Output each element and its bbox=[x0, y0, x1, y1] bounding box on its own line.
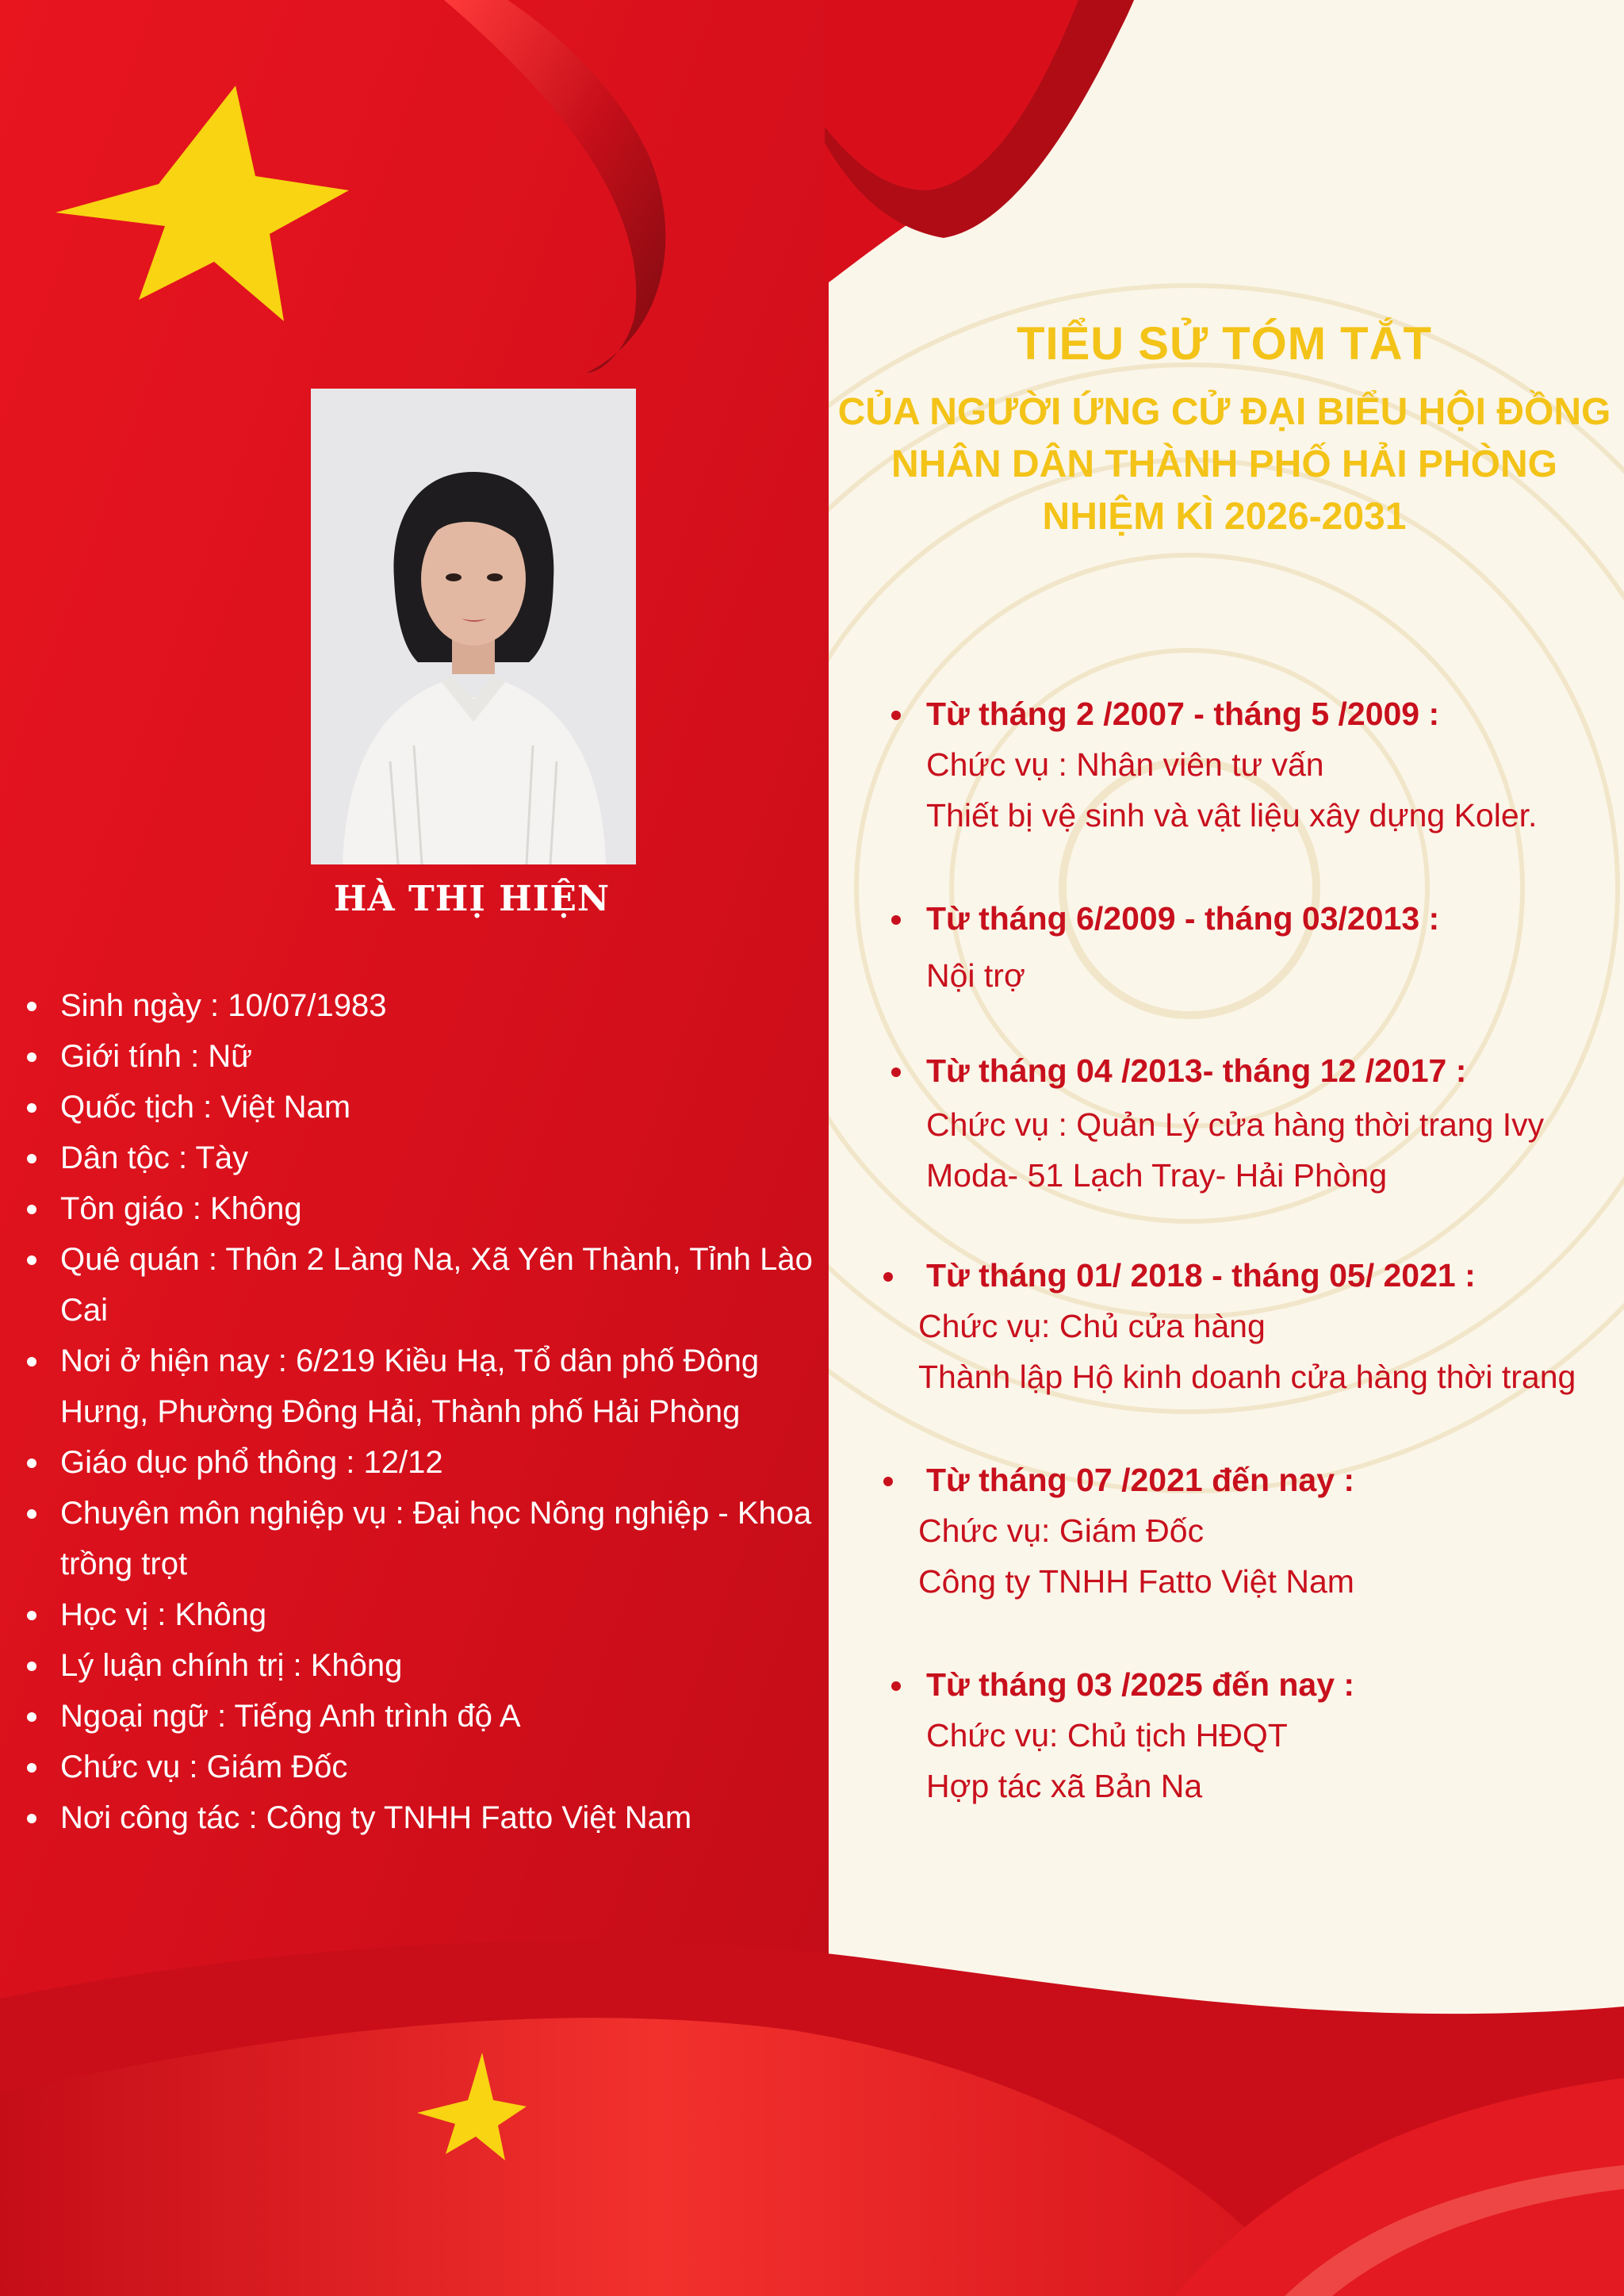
career-detail: Chức vụ : Quản Lý cửa hàng thời trang Ivy bbox=[926, 1106, 1545, 1143]
career-detail: Chức vụ : Nhân viên tư vấn bbox=[926, 746, 1324, 783]
career-period: Từ tháng 03 /2025 đến nay : bbox=[926, 1666, 1355, 1703]
career-period: Từ tháng 01/ 2018 - tháng 05/ 2021 : bbox=[926, 1257, 1476, 1294]
subtitle-line: NHIỆM KÌ 2026-2031 bbox=[1042, 496, 1407, 538]
personal-info-item: Giới tính : Nữ bbox=[22, 1031, 823, 1082]
career-detail: Công ty TNHH Fatto Việt Nam bbox=[918, 1563, 1354, 1600]
page-title: TIỂU SỬ TÓM TẮT bbox=[1017, 318, 1432, 370]
subtitle-line: CỦA NGƯỜI ỨNG CỬ ĐẠI BIỂU HỘI ĐỒNG bbox=[837, 391, 1611, 433]
page-subtitle bbox=[825, 386, 1624, 543]
career-item bbox=[877, 1455, 1607, 1607]
career-item bbox=[885, 688, 1614, 841]
personal-info-item: Lý luận chính trị : Không bbox=[22, 1640, 823, 1691]
personal-info-item: Chức vụ : Giám Đốc bbox=[22, 1742, 823, 1792]
portrait-icon bbox=[311, 389, 636, 864]
career-detail: Chức vụ: Chủ tịch HĐQT bbox=[926, 1717, 1288, 1754]
career-entry bbox=[885, 1659, 1614, 1811]
career-entry bbox=[885, 893, 1614, 1001]
personal-info-item: Nơi ở hiện nay : 6/219 Kiều Hạ, Tổ dân phố Đông Hưng, Phường Đông Hải, Thành phố Hải Phòng bbox=[22, 1336, 823, 1437]
career-entry bbox=[885, 1045, 1614, 1201]
subtitle-line: NHÂN DÂN THÀNH PHỐ HẢI PHÒNG bbox=[891, 443, 1557, 485]
candidate-name: HÀ THỊ HIỆN bbox=[333, 879, 611, 919]
career-item bbox=[877, 1250, 1622, 1402]
career-detail: Chức vụ: Giám Đốc bbox=[918, 1512, 1205, 1549]
career-entry bbox=[885, 688, 1614, 841]
personal-info-list bbox=[22, 980, 823, 1843]
career-period: Từ tháng 07 /2021 đến nay : bbox=[926, 1462, 1355, 1498]
career-period: Từ tháng 04 /2013- tháng 12 /2017 : bbox=[926, 1052, 1467, 1089]
career-detail: Nội trợ bbox=[926, 957, 1025, 994]
career-item bbox=[885, 1045, 1614, 1201]
career-item bbox=[885, 893, 1614, 1001]
career-period: Từ tháng 6/2009 - tháng 03/2013 : bbox=[926, 900, 1440, 937]
personal-info-item: Nơi công tác : Công ty TNHH Fatto Việt Nam bbox=[22, 1792, 823, 1843]
career-detail: Thiết bị vệ sinh và vật liệu xây dựng Koler. bbox=[926, 797, 1538, 834]
personal-info-item: Quốc tịch : Việt Nam bbox=[22, 1082, 823, 1133]
personal-info-item: Tôn giáo : Không bbox=[22, 1183, 823, 1234]
career-item bbox=[885, 1659, 1614, 1811]
career-detail: Hợp tác xã Bản Na bbox=[926, 1768, 1203, 1804]
candidate-photo bbox=[311, 389, 636, 864]
personal-info-item: Học vị : Không bbox=[22, 1589, 823, 1640]
personal-info-item: Dân tộc : Tày bbox=[22, 1133, 823, 1183]
personal-info-item: Sinh ngày : 10/07/1983 bbox=[22, 980, 823, 1031]
career-detail: Thành lập Hộ kinh doanh cửa hàng thời trang bbox=[918, 1359, 1576, 1395]
personal-info-item: Chuyên môn nghiệp vụ : Đại học Nông nghiệp - Khoa trồng trọt bbox=[22, 1488, 823, 1589]
personal-info-item: Giáo dục phổ thông : 12/12 bbox=[22, 1437, 823, 1488]
career-detail: Moda- 51 Lạch Tray- Hải Phòng bbox=[926, 1157, 1388, 1194]
personal-info-item: Ngoại ngữ : Tiếng Anh trình độ A bbox=[22, 1691, 823, 1742]
career-entry bbox=[877, 1455, 1607, 1607]
career-entry bbox=[877, 1250, 1622, 1402]
personal-info-item: Quê quán : Thôn 2 Làng Na, Xã Yên Thành, Tỉnh Lào Cai bbox=[22, 1234, 823, 1336]
career-period: Từ tháng 2 /2007 - tháng 5 /2009 : bbox=[926, 696, 1440, 732]
career-detail: Chức vụ: Chủ cửa hàng bbox=[918, 1308, 1266, 1344]
